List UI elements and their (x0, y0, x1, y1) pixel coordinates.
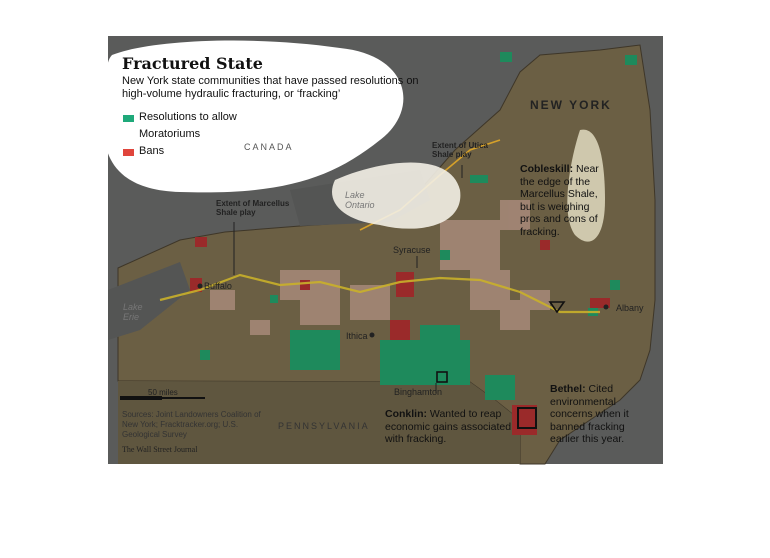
bethel-note (550, 383, 640, 446)
legend-ban-label: Bans (139, 145, 165, 157)
albany-dot (604, 305, 609, 310)
cobleskill-text: Near the edge of the Marcellus Shale, but is weighing pros and cons of fracking. (520, 163, 599, 238)
credit-text: The Wall Street Journal (122, 445, 198, 454)
region-new-york: NEW YORK (530, 98, 612, 112)
cobleskill-name: Cobleskill: (520, 163, 574, 175)
sources-text: Sources: Joint Landowners Coalition of New York; Fracktracker.org; U.S. Geological Survey (122, 410, 261, 439)
scale-label: 50 miles (148, 388, 178, 397)
city-binghamton: Binghamton (394, 387, 443, 397)
legend-ban-swatch (123, 149, 134, 156)
conklin-text: Wanted to reap economic gains associated with fracking. (385, 408, 512, 445)
city-syracuse: Syracuse (393, 245, 431, 255)
city-buffalo: Buffalo (204, 281, 232, 291)
lake-erie-label: Lake Erie (123, 302, 143, 322)
city-ithica: Ithica (346, 331, 368, 341)
region-canada: CANADA (244, 142, 294, 152)
map-title: Fractured State (122, 54, 263, 73)
bethel-name: Bethel: (550, 383, 586, 395)
marcellus-label: Extent of Marcellus Shale play (216, 199, 290, 217)
buffalo-dot (198, 284, 203, 289)
city-albany: Albany (616, 303, 644, 313)
region-pennsylvania: PENNSYLVANIA (278, 421, 370, 431)
ithaca-dot (370, 333, 375, 338)
legend-allow-label: Resolutions to allow (139, 111, 237, 123)
legend-allow-swatch (123, 115, 134, 122)
conklin-note (385, 408, 515, 446)
legend-moratorium-label: Moratoriums (139, 128, 201, 140)
map-subtitle: New York state communities that have passed resolutions on high-volume hydraulic fracturing, or ‘fracking’ (122, 75, 419, 100)
conklin-name: Conklin: (385, 408, 427, 420)
cobleskill-note (520, 163, 602, 238)
utica-label: Extent of Utica Shale play (432, 141, 489, 159)
bethel-text: Cited environmental concerns when it banned fracking earlier this year. (550, 383, 629, 445)
lake-ontario-label: Lake Ontario (345, 190, 375, 210)
